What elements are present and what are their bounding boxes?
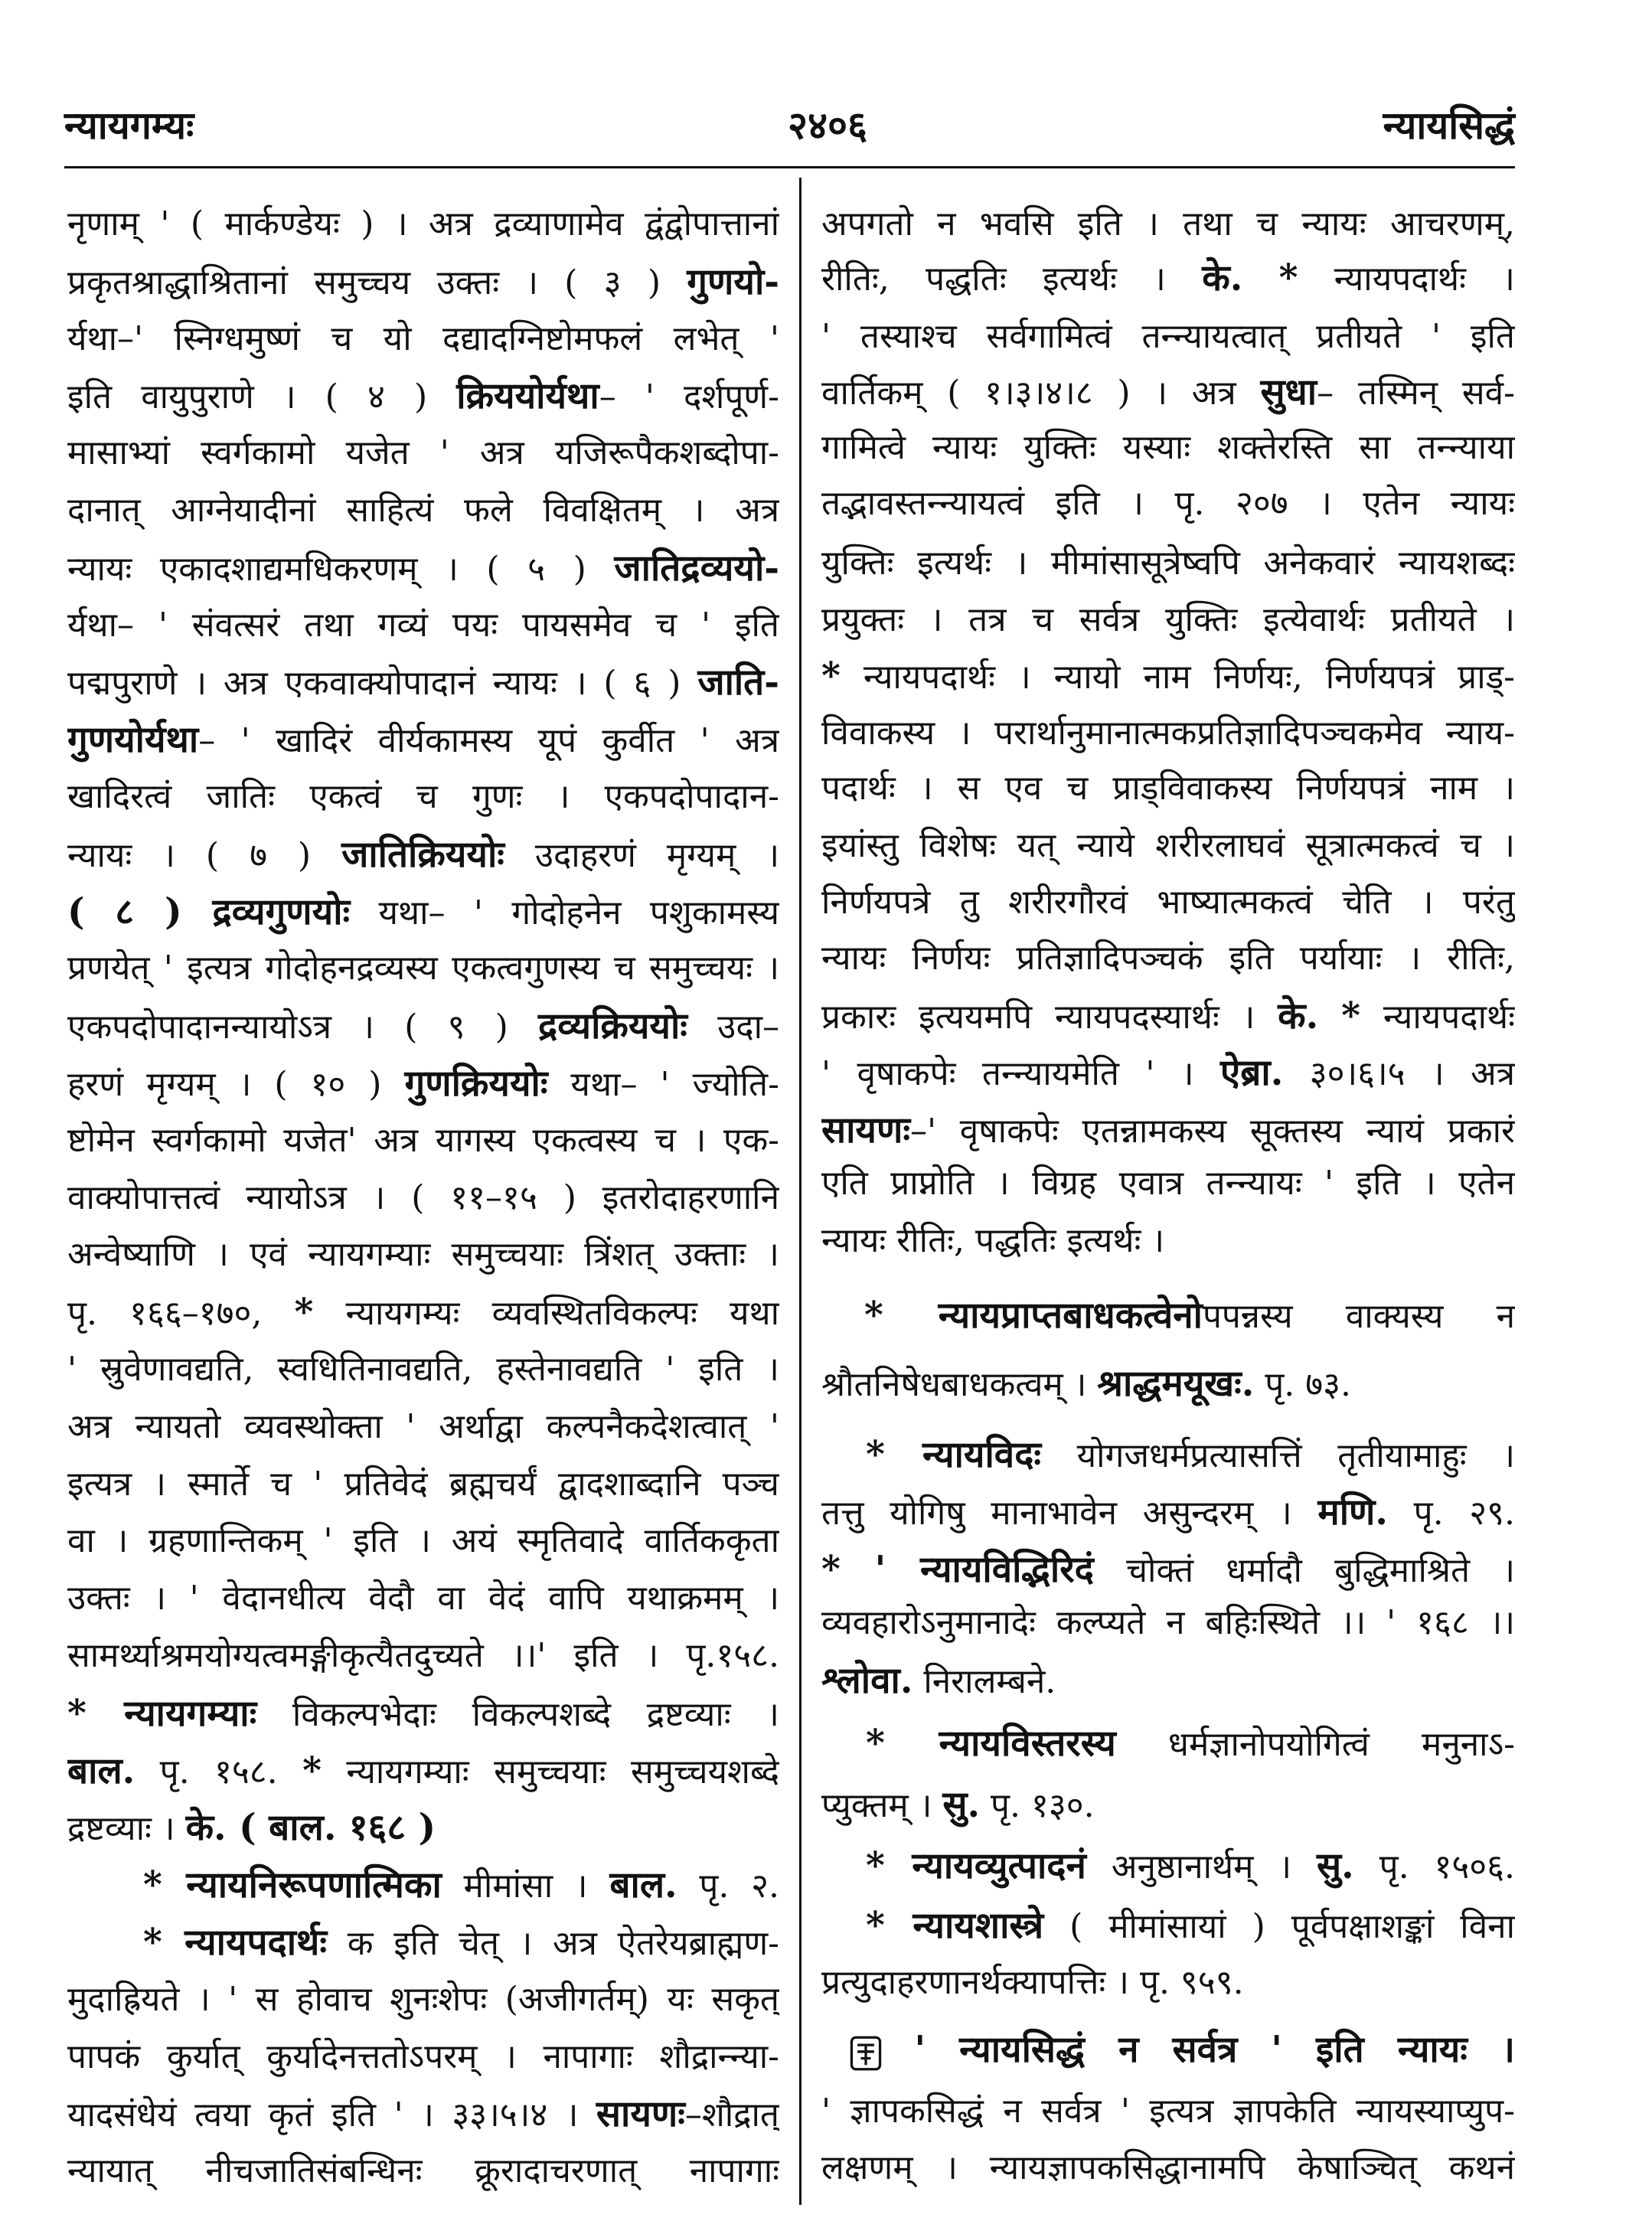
text-line bbox=[821, 1155, 1515, 1212]
text-line bbox=[821, 592, 1515, 648]
headword: श्राद्धमयूखः. bbox=[1097, 1362, 1255, 1405]
text-line bbox=[821, 648, 1515, 704]
text-run: चोक्तं धर्मादौ बुद्धिमाश्रिते । bbox=[1093, 1551, 1515, 1590]
text-line bbox=[67, 2085, 779, 2142]
text-line bbox=[821, 1426, 1515, 1483]
text-run: विवाकस्य । परार्थानुमानात्मकप्रतिज्ञादिपञ्चकमेव न्याय- bbox=[821, 714, 1515, 753]
text-line bbox=[67, 1055, 779, 1112]
headword: द्रव्यक्रिययोः bbox=[538, 1004, 687, 1048]
text-run: प्रयुक्तः । तत्र च सर्वत्र युक्तिः इत्येवार्थः प्रतीयते । bbox=[821, 600, 1515, 639]
text-run: अत्र न्यायतो व्यवस्थोक्ता ' अर्थाद्वा कल्पनैकदेशत्वात् ' bbox=[67, 1406, 779, 1446]
text-run: र्यथा– ' संवत्सरं तथा गव्यं पयः पायसमेव च ' इति bbox=[67, 605, 779, 645]
text-line bbox=[821, 1484, 1515, 1540]
text-run: न्यायपदार्थः । bbox=[1298, 260, 1515, 299]
text-run: श्रौतनिषेधबाधकत्वम् । bbox=[821, 1365, 1098, 1404]
text-line bbox=[821, 1541, 1515, 1598]
text-run: न्यायगम्याः समुच्चयाः समुच्चयशब्दे bbox=[321, 1752, 779, 1791]
text-run: पृ. ७३. bbox=[1254, 1365, 1352, 1404]
headword: * bbox=[294, 1291, 314, 1334]
text-run: उक्तः । ' वेदानधीत्य वेदौ वा वेदं वापि यथाक्रमम् । bbox=[67, 1579, 779, 1618]
text-line bbox=[67, 1341, 779, 1398]
text-line bbox=[821, 874, 1515, 931]
text-run: ३०।६।५ । अत्र bbox=[1283, 1054, 1515, 1093]
headword: जातिद्रव्ययो- bbox=[614, 546, 779, 590]
headword: * न्यायविस्तरस्य bbox=[866, 1722, 1116, 1765]
headword: गुणक्रिययोः bbox=[404, 1062, 548, 1105]
text-run: रीतिः, पद्धतिः इत्यर्थः । bbox=[821, 260, 1203, 299]
text-run: पद्मपुराणे । अत्र एकवाक्योपादानं न्यायः । ( ६ ) bbox=[67, 664, 698, 704]
text-line bbox=[67, 2143, 779, 2200]
text-line bbox=[821, 705, 1515, 762]
text-line bbox=[821, 818, 1515, 874]
text-run: न्यायः । ( ७ ) bbox=[67, 835, 342, 875]
text-run: तत्तु योगिषु मानाभावेन असुन्दरम् । bbox=[821, 1494, 1318, 1533]
text-run: उदा– bbox=[687, 1008, 779, 1047]
text-run: न्यायपदार्थः । न्यायो नाम निर्णयः, निर्णयपत्रं प्राड्- bbox=[840, 658, 1515, 697]
headword: क्रिययोर्यथा bbox=[456, 374, 599, 418]
text-line bbox=[821, 1595, 1515, 1651]
text-run: दानात् आग्नेयादीनां साहित्यं फले विवक्षितम् । अत्र bbox=[67, 491, 779, 530]
text-run: – ' दर्शपूर्ण- bbox=[599, 377, 779, 417]
headword: ऐब्रा. bbox=[1220, 1051, 1284, 1094]
text-line bbox=[821, 309, 1515, 365]
text-run: न्यायात् नीचजातिसंबन्धिनः क्रूरादाचरणात् नापागाः bbox=[67, 2151, 779, 2191]
column-divider bbox=[799, 178, 802, 2205]
text-line bbox=[821, 535, 1515, 592]
headword: गुणयोर्यथा bbox=[67, 718, 199, 762]
text-line bbox=[821, 1652, 1515, 1709]
headword: ( ८ ) द्रव्यगुणयोः bbox=[67, 890, 351, 933]
text-run: लक्षणम् । न्यायज्ञापकसिद्धानामपि केषाञ्चित् कथनं bbox=[821, 2148, 1515, 2187]
text-run: – तस्मिन् सर्व- bbox=[1317, 374, 1515, 413]
headword: सु. bbox=[1316, 1844, 1354, 1887]
headword: सायणः bbox=[596, 2092, 685, 2136]
text-run: र्यथा–' स्निग्धमुष्णं च यो दद्यादग्निष्टोमफलं लभेत् ' bbox=[67, 318, 779, 358]
text-run: ( मीमांसायां ) पूर्वपक्षाशङ्कां विना bbox=[1043, 1907, 1515, 1946]
text-run: न्यायः रीतिः, पद्धतिः इत्यर्थः । bbox=[821, 1221, 1165, 1260]
text-run: ष्टोमेन स्वर्गकामो यजेत' अत्र यागस्य एकत्वस्य च । एक- bbox=[67, 1120, 779, 1160]
text-line bbox=[67, 1914, 779, 1971]
text-line bbox=[821, 760, 1515, 817]
text-line bbox=[67, 1857, 779, 1913]
text-line bbox=[67, 1971, 779, 2028]
text-line bbox=[821, 1287, 1515, 1344]
text-run: ' वृषाकपेः तन्न्यायमेति ' । bbox=[821, 1054, 1220, 1093]
text-line bbox=[67, 940, 779, 997]
text-line bbox=[67, 1112, 779, 1169]
text-line bbox=[67, 1628, 779, 1684]
text-line bbox=[67, 2029, 779, 2085]
text-line bbox=[67, 311, 779, 367]
text-run: पृ. १५०६. bbox=[1353, 1847, 1515, 1886]
text-run: तद्भावस्तन्न्यायत्वं इति । पृ. २०७ । एतेन न्यायः bbox=[821, 484, 1515, 523]
text-run: क इति चेत् । अत्र ऐतरेयब्राह्मण- bbox=[327, 1924, 779, 1963]
text-run: निरालम्बने. bbox=[913, 1662, 1056, 1701]
text-run: योगजधर्मप्रत्यासत्तिं तृतीयामाहुः । bbox=[1041, 1436, 1515, 1475]
text-run bbox=[1242, 260, 1278, 299]
text-line bbox=[821, 1044, 1515, 1101]
headword: श्लोवा. bbox=[821, 1659, 913, 1702]
text-run: न्यायगम्यः व्यवस्थितविकल्पः यथा bbox=[313, 1294, 779, 1334]
text-line bbox=[67, 1226, 779, 1283]
headword: मणि. bbox=[1317, 1491, 1388, 1533]
text-run: न्यायः एकादशाद्यमधिकरणम् । ( ५ ) bbox=[67, 549, 615, 589]
text-line bbox=[67, 1570, 779, 1627]
text-line bbox=[67, 1284, 779, 1341]
headword: गुणयो- bbox=[687, 260, 779, 303]
text-run: वार्तिकम् ( १।३।४।८ ) । अत्र bbox=[821, 374, 1261, 413]
text-run: विकल्पभेदाः विकल्पशब्दे द्रष्टव्याः । bbox=[256, 1694, 779, 1734]
text-line bbox=[821, 196, 1515, 253]
text-line bbox=[821, 1213, 1515, 1269]
text-run: ' तस्याश्च सर्वगामित्वं तन्न्यायत्वात् प्रतीयते ' इति bbox=[821, 317, 1515, 356]
text-run: प्युक्तम् । bbox=[821, 1786, 943, 1825]
headword: * bbox=[302, 1749, 322, 1792]
text-line bbox=[821, 2140, 1515, 2197]
text-run: निर्णयपत्रे तु शरीरगौरवं भाष्यात्मकत्वं चेति । परंतु bbox=[821, 883, 1515, 922]
headword: * bbox=[821, 655, 841, 697]
text-line bbox=[67, 1799, 779, 1856]
left-column bbox=[67, 0, 779, 2221]
text-run: इयांस्तु विशेषः यत् न्याये शरीरलाघवं सूत्रात्मकत्वं च । bbox=[821, 826, 1515, 865]
text-line bbox=[67, 998, 779, 1054]
headword: सायणः bbox=[821, 1109, 910, 1151]
text-line bbox=[67, 1456, 779, 1513]
text-line bbox=[67, 482, 779, 539]
text-run: द्रष्टव्याः । bbox=[67, 1809, 186, 1849]
text-line bbox=[821, 930, 1515, 987]
text-run: वा । ग्रहणान्तिकम् ' इति । अयं स्मृतिवादे वार्तिककृता bbox=[67, 1521, 779, 1561]
headword: * bbox=[1278, 256, 1298, 299]
text-line bbox=[67, 826, 779, 883]
running-head-left: न्यायगम्यः bbox=[64, 103, 194, 148]
text-run: प्रकारः इत्ययमपि न्यायपदस्यार्थः । bbox=[821, 998, 1278, 1037]
headword: * ' न्यायविद्भिरिदं bbox=[821, 1548, 1094, 1591]
text-run: पदार्थः । स एव च प्राड्विवाकस्य निर्णयपत्रं नाम । bbox=[821, 769, 1515, 808]
text-run: प्रत्युदाहरणानर्थक्यापत्तिः । पृ. ९५९. bbox=[821, 1963, 1244, 2002]
text-run: मीमांसा । bbox=[441, 1867, 610, 1906]
text-run bbox=[1318, 998, 1341, 1037]
text-line bbox=[67, 540, 779, 596]
text-run: उदाहरणं मृग्यम् । bbox=[504, 835, 779, 875]
text-run: एकपदोपादानन्यायोऽत्र । ( ९ ) bbox=[67, 1008, 539, 1047]
headword: बाल. bbox=[609, 1863, 677, 1907]
headword: * न्यायनिरूपणात्मिका bbox=[143, 1863, 442, 1907]
headword: * न्यायप्राप्तबाधकत्वेनो bbox=[864, 1294, 1203, 1337]
text-run: वाक्योपात्तत्वं न्यायोऽत्र । ( ११–१५ ) इतरोदाहरणानि bbox=[67, 1177, 779, 1217]
text-run: पृ. १६६–१७०, bbox=[67, 1294, 295, 1334]
text-run: हरणं मृग्यम् । ( १० ) bbox=[67, 1065, 405, 1104]
text-run: –' वृषाकपेः एतन्नामकस्य सूक्तस्य न्यायं प्रकारं bbox=[909, 1112, 1515, 1151]
text-run: मासाभ्यां स्वर्गकामो यजेत ' अत्र यजिरूपैकशब्दोपा- bbox=[67, 433, 779, 473]
text-line bbox=[821, 1897, 1515, 1954]
text-line bbox=[821, 1715, 1515, 1772]
text-run: न्यायपदार्थः bbox=[1360, 998, 1515, 1037]
text-line bbox=[67, 425, 779, 482]
headword: * न्यायव्युत्पादनं bbox=[866, 1844, 1086, 1887]
headword: के. bbox=[1202, 256, 1243, 299]
text-run: ' स्रुवेणावद्यति, स्वधितिनावद्यति, हस्तेनावद्यति ' इति । bbox=[67, 1350, 779, 1389]
text-line bbox=[821, 250, 1515, 306]
headword: * न्यायशास्त्रे bbox=[866, 1904, 1044, 1947]
headword: के. bbox=[1278, 995, 1319, 1037]
text-line bbox=[821, 475, 1515, 532]
text-run: इति वायुपुराणे । ( ४ ) bbox=[67, 377, 457, 417]
text-line bbox=[67, 654, 779, 710]
text-line bbox=[821, 1837, 1515, 1894]
text-line bbox=[67, 367, 779, 424]
text-run: यादसंधेयं त्वया कृतं इति ' । ३३।५।४ । bbox=[67, 2095, 596, 2135]
headword: जाति- bbox=[697, 661, 779, 704]
text-line bbox=[821, 420, 1515, 476]
headword: सुधा bbox=[1260, 371, 1317, 413]
text-run: पृ. १३०. bbox=[980, 1786, 1095, 1825]
text-line bbox=[821, 1355, 1515, 1412]
text-line bbox=[821, 1102, 1515, 1158]
text-run: यथा– ' ज्योति- bbox=[547, 1065, 779, 1104]
text-run: धर्मज्ञानोपयोगित्वं मनुनाऽ- bbox=[1115, 1725, 1515, 1764]
text-line bbox=[821, 1955, 1515, 2011]
headword: बाल. bbox=[67, 1749, 135, 1792]
text-run: नृणाम् ' ( मार्कण्डेयः ) । अत्र द्रव्याणामेव द्वंद्वोपात्तानां bbox=[67, 204, 779, 243]
text-run: एति प्राप्नोति । विग्रह एवात्र तन्न्यायः ' इति । एतेन bbox=[821, 1164, 1515, 1203]
text-run: न्यायः निर्णयः प्रतिज्ञादिपञ्चकं इति पर्यायाः । रीतिः, bbox=[821, 939, 1515, 978]
text-run: खादिरत्वं जातिः एकत्वं च गुणः । एकपदोपादान- bbox=[67, 777, 779, 816]
text-run: पृ. १५८. bbox=[135, 1752, 303, 1791]
text-run: पापकं कुर्यात् कुर्यादेनत्ततोऽपरम् । नापागाः शौद्रान्न्या- bbox=[67, 2036, 779, 2076]
headword: जातिक्रिययोः bbox=[341, 832, 504, 876]
text-line bbox=[821, 988, 1515, 1044]
headword: सु. bbox=[942, 1783, 981, 1826]
text-line bbox=[67, 597, 779, 654]
text-run: इत्यत्र । स्मार्ते च ' प्रतिवेदं ब्रह्मचर्यं द्वादशाब्दानि पञ्च bbox=[67, 1464, 779, 1504]
headword: ' न्यायसिद्धं न सर्वत्र ' इति न्यायः । bbox=[914, 2028, 1515, 2071]
text-run: युक्तिः इत्यर्थः । मीमांसासूत्रेष्वपि अनेकवारं न्यायशब्दः bbox=[821, 544, 1515, 583]
text-run: गामित्वे न्यायः युक्तिः यस्याः शक्तेरस्ति सा तन्न्याया bbox=[821, 428, 1515, 467]
text-run: अपगतो न भवसि इति । तथा च न्यायः आचरणम्, bbox=[821, 204, 1515, 243]
right-column bbox=[821, 0, 1515, 2221]
text-line bbox=[821, 2083, 1515, 2140]
text-line bbox=[67, 1743, 779, 1799]
text-run: मुदाह्रियते । ' स होवाच शुनःशेपः (अजीगर्तम्) यः सकृत् bbox=[67, 1979, 779, 2019]
text-run: व्यवहारोऽनुमानादेः कल्प्यते न बहिःस्थिते ।। ' १६८ ।। bbox=[821, 1603, 1515, 1642]
running-head-right: न्यायसिद्धं bbox=[1383, 103, 1515, 148]
text-run: ' ज्ञापकसिद्धं न सर्वत्र ' इत्यत्र ज्ञापकेति न्यायस्याप्युप- bbox=[821, 2092, 1515, 2131]
page-number: २४०६ bbox=[788, 103, 867, 148]
text-line bbox=[67, 253, 779, 310]
text-run: यथा– ' गोदोहनेन पशुकामस्य bbox=[350, 893, 779, 932]
text-run: – ' खादिरं वीर्यकामस्य यूपं कुर्वीत ' अत्र bbox=[198, 721, 779, 761]
text-run: पपन्नस्य वाक्यस्य न bbox=[1202, 1297, 1515, 1336]
headword: * न्यायविदः bbox=[866, 1433, 1042, 1476]
text-run bbox=[883, 2031, 915, 2070]
headword: * न्यायगम्याः bbox=[67, 1691, 257, 1735]
text-line bbox=[67, 1685, 779, 1742]
ornament-icon bbox=[849, 2035, 883, 2072]
text-run: पृ. २९. bbox=[1387, 1494, 1515, 1533]
text-line bbox=[67, 884, 779, 940]
text-line bbox=[67, 1170, 779, 1226]
headword: * bbox=[1341, 995, 1360, 1037]
text-run: अनुष्ठानार्थम् । bbox=[1086, 1847, 1317, 1886]
text-line bbox=[821, 1776, 1515, 1833]
headword: * न्यायपदार्थः bbox=[143, 1921, 328, 1964]
text-line bbox=[821, 2021, 1515, 2078]
text-line bbox=[67, 769, 779, 825]
headword: के. ( बाल. १६८ ) bbox=[185, 1806, 436, 1850]
text-run: –शौद्रात् bbox=[684, 2095, 779, 2135]
text-run: पृ. २. bbox=[677, 1867, 779, 1906]
text-run: प्रणयेत् ' इत्यत्र गोदोहनद्रव्यस्य एकत्वगुणस्य च समुच्चयः । bbox=[67, 949, 779, 988]
text-line bbox=[821, 364, 1515, 420]
text-line bbox=[67, 1399, 779, 1455]
text-run: अन्वेष्याणि । एवं न्यायगम्याः समुच्चयाः त्रिंशत् उक्ताः । bbox=[67, 1235, 779, 1275]
text-line bbox=[67, 196, 779, 253]
text-run: सामर्थ्याश्रमयोग्यत्वमङ्गीकृत्यैतदुच्यते ।।' इति । पृ.१५८. bbox=[67, 1636, 779, 1675]
text-line bbox=[67, 1513, 779, 1569]
text-line bbox=[67, 711, 779, 768]
text-run: प्रकृतश्राद्धाश्रितानां समुच्चय उक्तः । ( ३ ) bbox=[67, 263, 687, 302]
